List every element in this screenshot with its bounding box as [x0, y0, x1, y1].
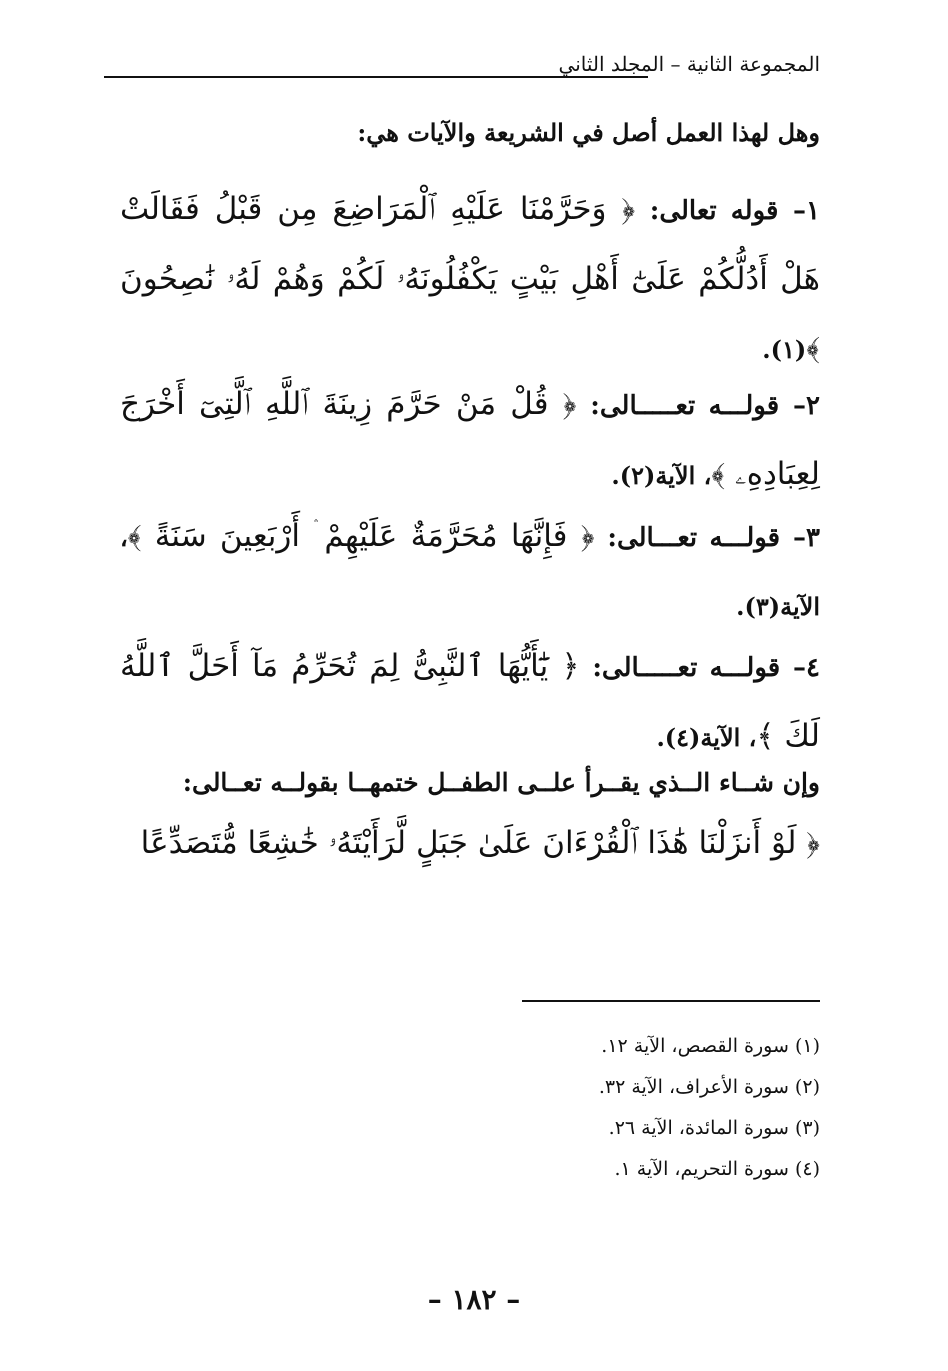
item-lead: قولـــه تعـــــالى:: [590, 391, 780, 421]
item-reference: (١).: [762, 335, 807, 364]
quran-verse: ﴿ قُلْ مَنْ حَرَّمَ زِينَةَ ٱللَّهِ ٱلَّتِىٓ أَخْرَجَ لِعِبَادِهِۦ ﴾: [120, 386, 820, 492]
item-lead: قولـــه تعـــالى:: [607, 523, 781, 553]
item-number: ٣–: [793, 523, 820, 553]
footnote-divider: [522, 1000, 820, 1002]
item-number: ٤–: [793, 653, 821, 683]
item-number: ٢–: [793, 391, 820, 421]
running-header: المجموعة الثانية – المجلد الثاني: [558, 52, 820, 76]
header-divider: [104, 76, 648, 78]
quran-verse: ﴿ فَإِنَّهَا مُحَرَّمَةٌ عَلَيْهِمْ ۛ أَرْبَعِينَ سَنَةً ﴾: [127, 518, 595, 554]
footnote-4: (٤) سورة التحريم، الآية ١.: [614, 1158, 820, 1180]
closing-line: وإن شــاء الــذي يقــرأ علــى الطفــل ختمهــا بقولــه تعــالى:: [182, 768, 820, 797]
item-reference: ، الآية(٤).: [656, 723, 757, 752]
item-lead: قوله تعالى:: [649, 196, 779, 226]
item-reference: ، الآية(٣).: [120, 523, 820, 621]
quran-verse: ﴿ يَٰٓأَيُّهَا ٱلنَّبِىُّ لِمَ تُحَرِّمُ مَآ أَحَلَّ ٱللَّهُ لَكَ ﴾: [120, 648, 820, 754]
list-item-2: [120, 370, 820, 510]
list-item-3: [120, 502, 820, 641]
list-item-1: [120, 175, 820, 384]
quran-verse: ﴿ وَحَرَّمْنَا عَلَيْهِ ٱلْمَرَاضِعَ مِن قَبْلُ فَقَالَتْ هَلْ أَدُلُّكُمْ عَلَىٰٓ أَهْلِ بَيْتٍ يَكْفُلُونَهُۥ لَكُمْ وَهُمْ لَهُۥ نَٰصِحُونَ ﴾: [120, 191, 820, 366]
footnotes: [420, 1026, 820, 1190]
item-reference: ، الآية(٢).: [611, 461, 712, 490]
intro-line: وهل لهذا العمل أصل في الشريعة والآيات هي:: [357, 118, 820, 147]
final-quran-verse: ﴿ لَوْ أَنزَلْنَا هَٰذَا ٱلْقُرْءَانَ عَلَىٰ جَبَلٍ لَّرَأَيْتَهُۥ خَٰشِعًا مُّتَصَدِّعًا: [140, 825, 820, 861]
footnote-3: (٣) سورة المائدة، الآية ٢٦.: [608, 1117, 820, 1139]
list-item-4: [120, 632, 820, 772]
item-lead: قولـــه تعـــــالى:: [592, 653, 781, 683]
item-number: ١–: [793, 196, 820, 226]
footnote-2: (٢) سورة الأعراف، الآية ٣٢.: [598, 1076, 820, 1098]
page-number: – ١٨٢ –: [427, 1283, 521, 1316]
footnote-1: (١) سورة القصص، الآية ١٢.: [601, 1035, 820, 1057]
